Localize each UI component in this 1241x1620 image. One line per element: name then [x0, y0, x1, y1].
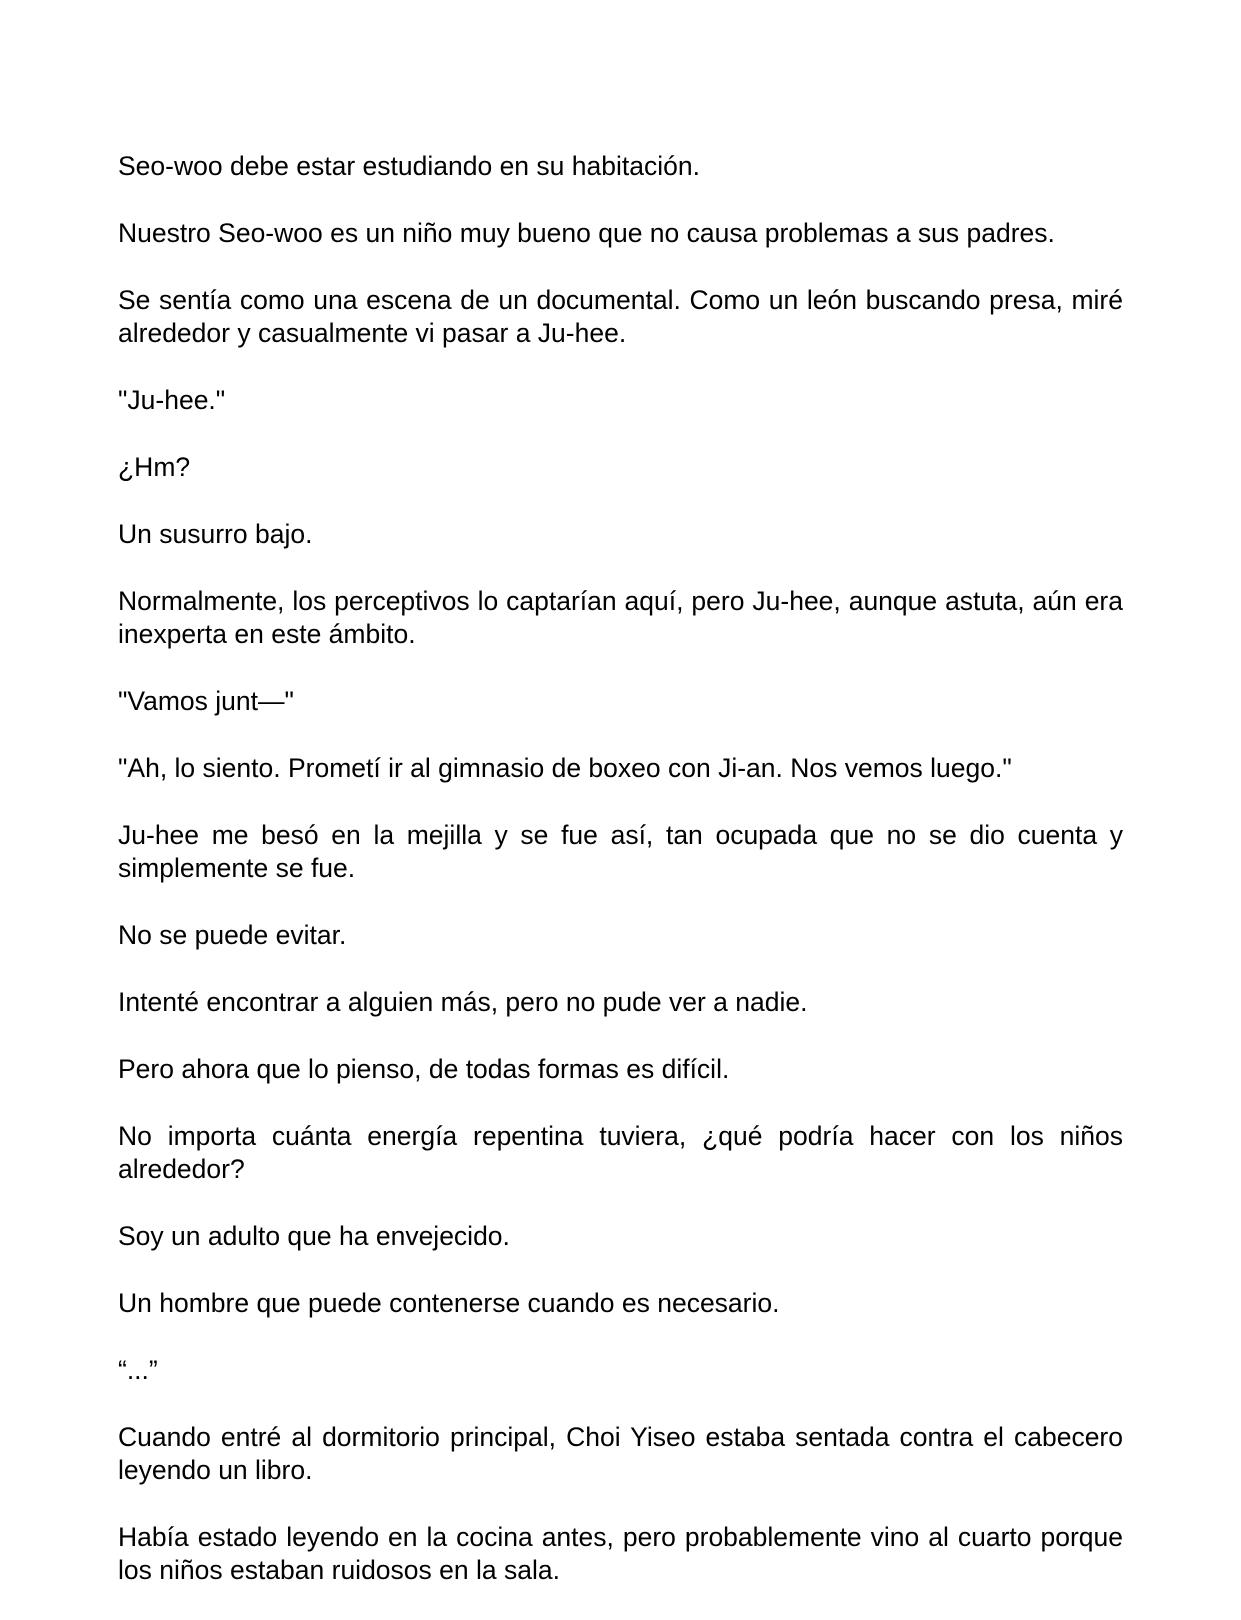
paragraph: Soy un adulto que ha envejecido. [118, 1221, 510, 1251]
paragraph: Nuestro Seo-woo es un niño muy bueno que no causa problemas a sus padres. [118, 218, 1055, 248]
paragraph: ¿Hm? [118, 452, 191, 482]
paragraph: Ju-hee me besó en la mejilla y se fue así, tan ocupada que no se dio cuenta y simplemente se fue. [118, 820, 1123, 883]
paragraph: Cuando entré al dormitorio principal, Choi Yiseo estaba sentada contra el cabecero leyendo un libro. [118, 1422, 1123, 1485]
paragraph: Se sentía como una escena de un documental. Como un león buscando presa, miré alrededor y casualmente vi pasar a Ju-hee. [118, 285, 1123, 348]
paragraph: Seo-woo debe estar estudiando en su habitación. [118, 151, 700, 181]
paragraph: Normalmente, los perceptivos lo captarían aquí, pero Ju-hee, aunque astuta, aún era inexperta en este ámbito. [118, 586, 1123, 649]
paragraph: Un susurro bajo. [118, 519, 313, 549]
paragraph: No se puede evitar. [118, 920, 347, 950]
paragraph: No importa cuánta energía repentina tuviera, ¿qué podría hacer con los niños alrededor? [118, 1121, 1123, 1184]
paragraph: Pero ahora que lo pienso, de todas formas es difícil. [118, 1054, 730, 1084]
paragraph: "Ah, lo siento. Prometí ir al gimnasio de boxeo con Ji-an. Nos vemos luego." [118, 753, 1012, 783]
paragraph: Un hombre que puede contenerse cuando es necesario. [118, 1288, 780, 1318]
paragraph: Intenté encontrar a alguien más, pero no pude ver a nadie. [118, 987, 808, 1017]
text-body [118, 150, 1123, 1620]
paragraph: Había estado leyendo en la cocina antes, pero probablemente vino al cuarto porque los niños estaban ruidosos en la sala. [118, 1522, 1123, 1585]
paragraph: "Ju-hee." [118, 385, 226, 415]
paragraph: “...” [118, 1355, 158, 1385]
paragraph: "Vamos junt—" [118, 686, 294, 716]
